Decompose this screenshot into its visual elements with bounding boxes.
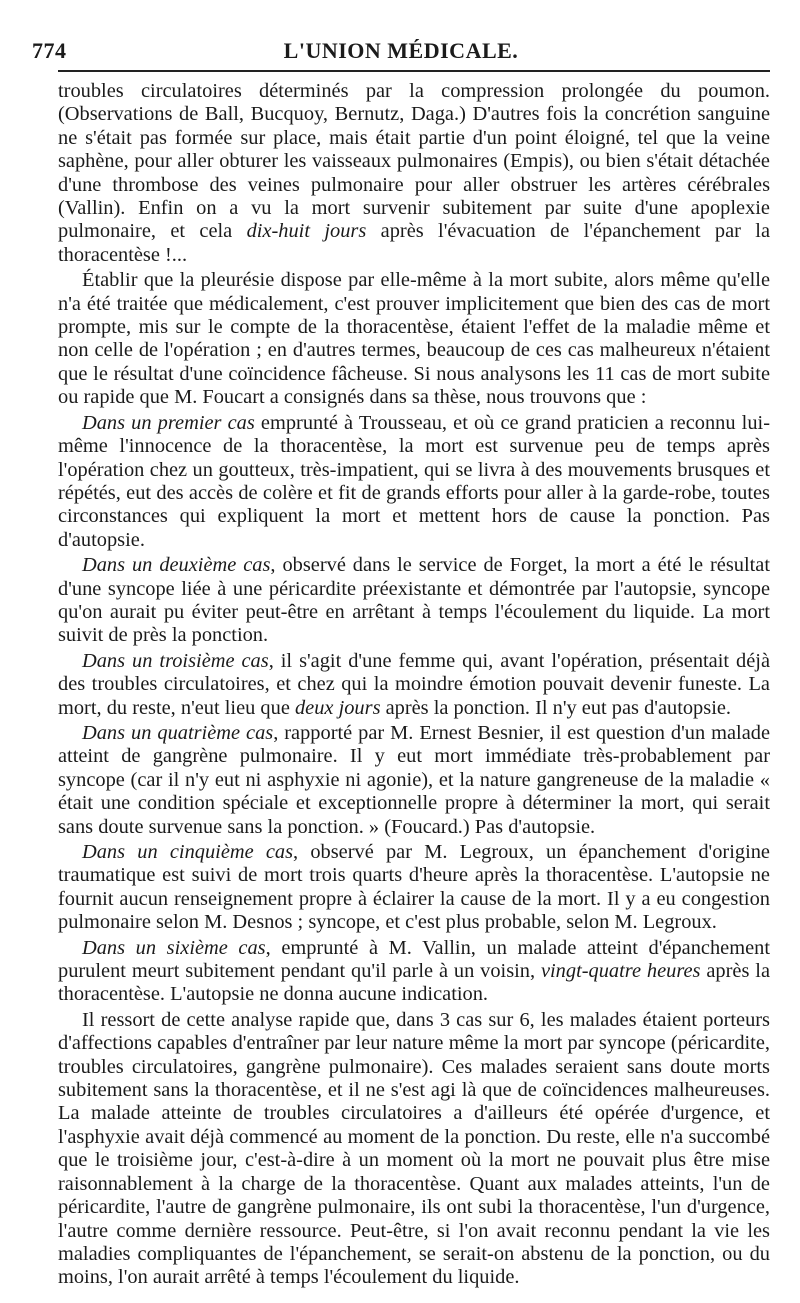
text-segment: après l'évacuation de l'épanchement par la thoracentèse !... [58,220,771,266]
italic-text: Dans un troisième cas [82,649,269,672]
text-segment: troubles circulatoires déterminés par la compression prolongée du poumon. (Observations de Ball, Bucquoy, Bernutz, Daga.) D'autres fois la concrétion sanguine ne s'était pas formée sur place, mais était partie d'un point éloigné, tel que la veine saphène, pour aller obturer les vaisseaux pulmonaires (Empis), ou bien s'était détachée d'une thrombose des veines pulmonaire pour aller obstruer les artères cérébrales (Vallin). Enfin on a vu la mort survenir subitement par suite d'une apoplexie pulmonaire, et cela [58,80,770,243]
italic-text: deux jours [294,696,381,719]
running-title: L'UNION MÉDICALE. [283,38,519,63]
page-number: 774 [32,38,67,63]
text-segment: Il ressort de cette analyse rapide que, dans 3 cas sur 6, les malades étaient porteurs d'affections capables d'entraîner par leur nature même la mort par syncope (péricardite, troubles circulatoires, gangrène pulmonaire). Ces malades seraient sans doute morts subitement sans la thoracentèse, et il ne s'est agi là que de coïncidences malheureuses. La malade atteinte de troubles circulatoires a d'ailleurs été opérée d'urgence, et l'asphyxie avait déjà commencé au moment de la ponction. Du reste, elle n'a succombé que le troisième jour, c'est-à-dire à un moment où la mort ne pouvait plus être mise raisonnablement à la charge de la thoracentèse. Quant aux malades atteints, l'un de péricardite, l'autre de gangrène pulmonaire, ils ont subi la thoracentèse, l'un d'urgence, l'autre comme dernière ressource. Peut-être, si l'on avait reconnu pendant la vie les maladies compliquantes de l'épanchement, se serait-on abstenu de la ponction, ou du moins, l'on aurait arrêté à temps l'écoulement du liquide. [58,1008,770,1289]
text-segment: , rapporté par M. Ernest Besnier, il est question d'un malade atteint de gangrène pulmonaire. Il y eut mort immédiate très-probablement par syncope (car il n'y eut ni asphyxie ni agonie), et la nature gangreneuse de la maladie « était une condition spéciale et exceptionnelle propre à déterminer la mort, qui serait sans doute survenue sans la ponction. » (Foucard.) Pas d'autopsie. [58,721,771,838]
text-segment: après la ponction. Il n'y eut pas d'autopsie. [380,696,732,719]
text-segment: emprunté à Trousseau, et où ce grand praticien a reconnu lui-même l'innocence de la thoracentèse, la mort est survenue peu de temps après l'opération chez un goutteux, très-impatient, qui se livra à des mouvements brusques et répétés, eut des accès de colère et fit de grands efforts pour aller à la garde-robe, toutes circonstances qui expliquent la mort et mettent hors de cause la ponction. Pas d'autopsie. [58,411,770,551]
italic-text: Dans un sixième cas [82,936,266,959]
paragraph [58,937,770,1007]
paragraph [58,650,770,720]
italic-text: Dans un premier cas [82,411,255,434]
header-rule [58,70,770,72]
paragraph [58,80,770,267]
text-segment: , observé dans le service de Forget, la mort a été le résultat d'une syncope liée à une péricardite préexistante et démontrée par l'autopsie, syncope qu'on aurait pu éviter peut-être en arrêtant à temps l'écoulement du liquide. La mort suivit de près la ponction. [58,554,770,647]
text-segment: , observé par M. Legroux, un épanchement d'origine traumatique est suivi de mort trois quarts d'heure après la thoracentèse. L'autopsie ne fournit aucun renseignement propre à éclairer la cause de la mort. Il y a eu congestion pulmonaire selon M. Desnos ; syncope, et c'est plus probable, selon M. Legroux. [58,841,770,934]
text-segment: , emprunté à M. Vallin, un malade atteint d'épanchement purulent meurt subitement pendant qu'il parle à un voisin, [58,936,770,983]
italic-text: dix-huit jours [246,220,367,243]
paragraph [58,841,770,935]
italic-text: Dans un deuxième cas [82,554,271,577]
paragraph [58,1009,770,1290]
paragraph [58,722,770,839]
paragraph [58,269,770,409]
text-segment: , il s'agit d'une femme qui, avant l'opération, présentait déjà des troubles circulatoires, et chez qui la moindre émotion pouvait devenir funeste. La mort, du reste, n'eut lieu que [58,649,770,719]
italic-text: Dans un cinquième cas [82,841,294,863]
paragraph [58,554,770,648]
italic-text: vingt-quatre heures [540,960,701,983]
text-segment: Établir que la pleurésie dispose par elle-même à la mort subite, alors même qu'elle n'a été traitée que médicalement, c'est prouver implicitement que bien des cas de mort prompte, mis sur le compte de la thoracentèse, étaient l'effet de la maladie même et non celle de l'opération ; en d'autres termes, beaucoup de ces cas malheureux n'étaient que le résultat d'une coïncidence fâcheuse. Si nous analysons les 11 cas de mort subite ou rapide que M. Foucart a consignés dans sa thèse, nous trouvons que : [58,269,770,409]
italic-text: Dans un quatrième cas [82,721,274,744]
paragraph [58,412,770,552]
page-header [32,30,770,66]
article-body [58,80,770,1290]
text-segment: après la thoracentèse. L'autopsie ne donna aucune indication. [58,960,770,1006]
